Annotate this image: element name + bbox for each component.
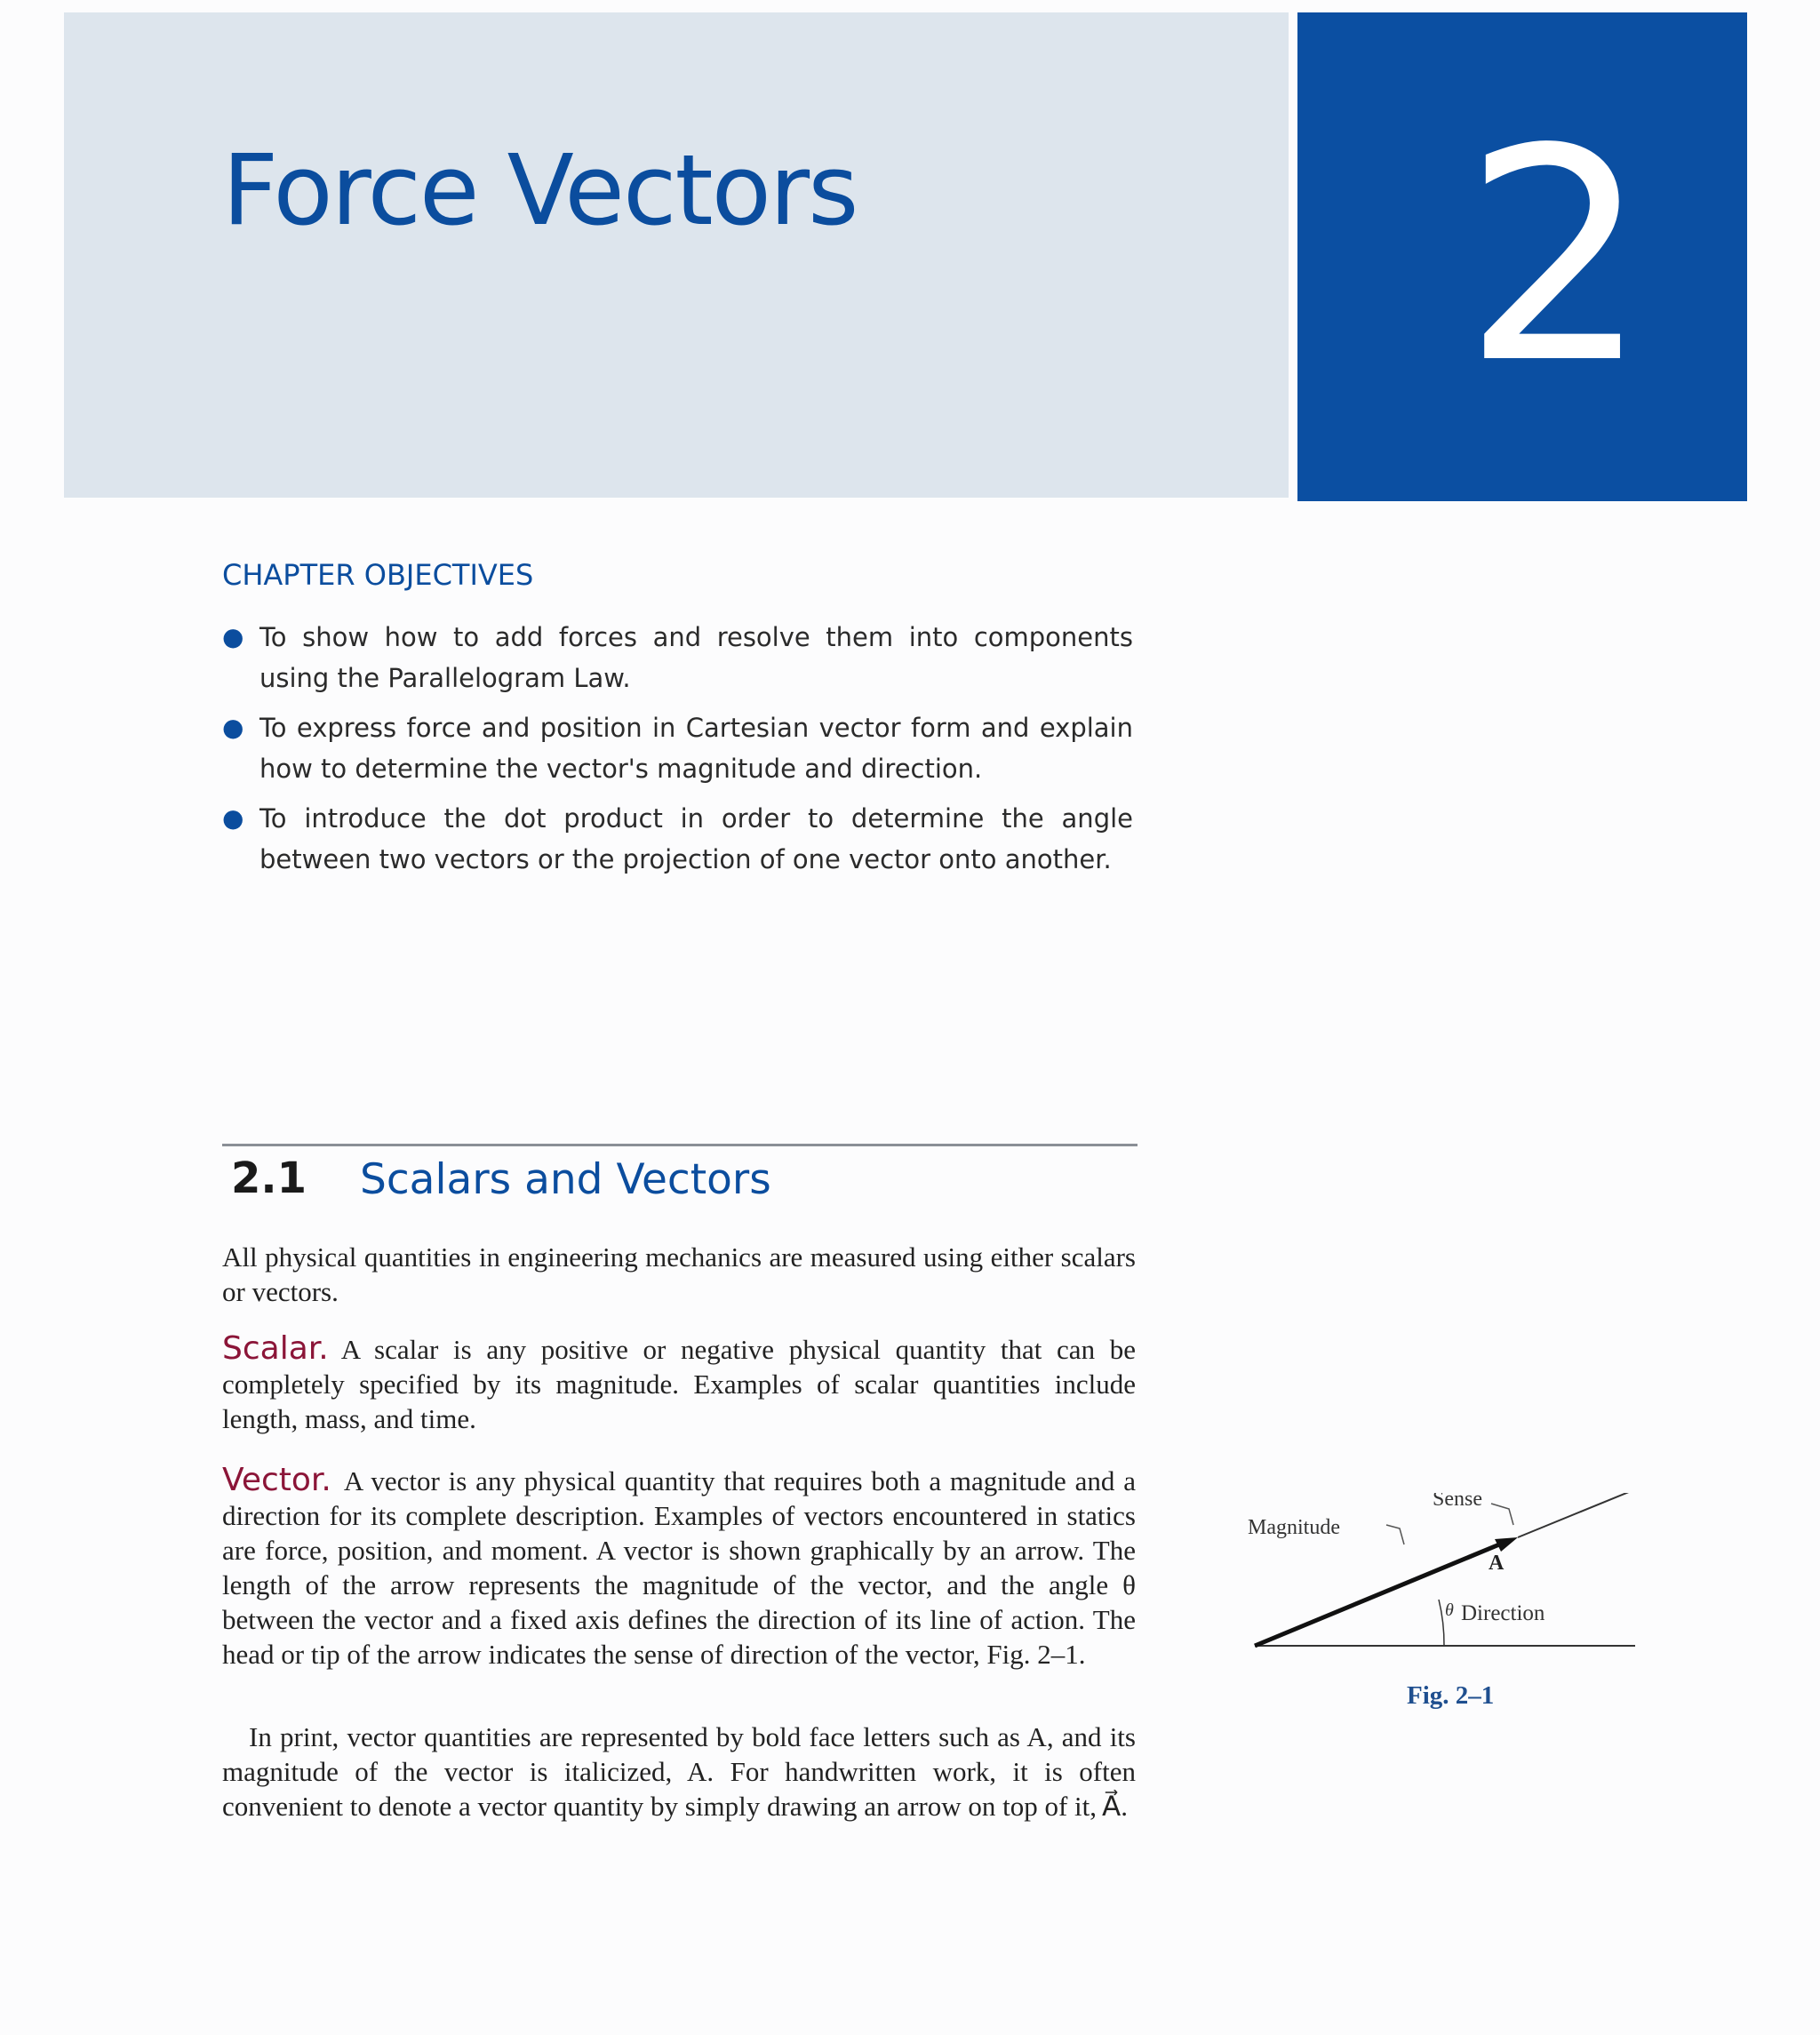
figure-label-magnitude: Magnitude (1248, 1516, 1340, 1539)
section-divider (222, 1144, 1138, 1146)
print-paragraph: In print, vector quantities are represented by bold face letters such as A, and its magnitude of the vector is italicized, A. For handwritten work, it is often convenient to denote a vector quantity by simply drawing an arrow on top of it, A⃗. (222, 1721, 1136, 1822)
section-title: Scalars and Vectors (360, 1155, 771, 1204)
bullet-icon: ● (222, 713, 244, 742)
figure-caption: Fig. 2–1 (1407, 1681, 1495, 1710)
chapter-number-box (1297, 12, 1747, 501)
theta-arc (1439, 1600, 1444, 1646)
objective-text: To express force and position in Cartesian vector form and explain how to determine the vector's magnitude and direction. (259, 713, 1133, 784)
vector-term: Vector. (222, 1462, 331, 1498)
figure-label-vector: A (1489, 1552, 1505, 1575)
scalar-paragraph (222, 1331, 1136, 1436)
figure-label-sense: Sense (1433, 1493, 1482, 1511)
objective-text: To introduce the dot product in order to determine the angle between two vectors or the projection of one vector onto another. (259, 803, 1133, 874)
section-number: 2.1 (231, 1153, 307, 1203)
chapter-banner (64, 12, 1289, 498)
chapter-number: 2 (1463, 86, 1649, 427)
magnitude-leader (1386, 1525, 1404, 1544)
scalar-text: A scalar is any positive or negative physical quantity that can be completely specified by its magnitude. Examples of scalar quantities include length, mass, and time. (222, 1334, 1136, 1434)
figure-label-theta: θ (1445, 1600, 1454, 1620)
bullet-icon: ● (222, 803, 244, 833)
vector-text: A vector is any physical quantity that requires both a magnitude and a direction for its complete description. Examples of vectors encountered in statics are force, position, and moment. A vector is shown graphically by an arrow. The length of the arrow represents the magnitude of the vector, and the angle θ between the vector and a fixed axis defines the direction of its line of action. The head or tip of the arrow indicates the sense of direction of the vector, Fig. 2–1. (222, 1465, 1136, 1670)
sense-leader (1491, 1504, 1513, 1525)
figure-label-direction: Direction (1461, 1601, 1545, 1625)
scalar-term: Scalar. (222, 1330, 329, 1367)
objectives-heading: CHAPTER OBJECTIVES (222, 558, 534, 592)
chapter-title: Force Vectors (222, 133, 858, 247)
objectives-list (222, 617, 1133, 889)
objective-text: To show how to add forces and resolve them into components using the Parallelogram Law. (259, 622, 1133, 693)
vector-arrow-shaft (1255, 1543, 1504, 1646)
objective-item (222, 798, 1133, 880)
objective-item (222, 617, 1133, 698)
objective-item (222, 707, 1133, 789)
line-of-action (1518, 1493, 1640, 1537)
bullet-icon: ● (222, 622, 244, 651)
arrow-head-icon (1495, 1537, 1518, 1552)
vector-paragraph (222, 1463, 1136, 1672)
section-intro: All physical quantities in engineering mechanics are measured using either scalars or vectors. (222, 1241, 1136, 1307)
